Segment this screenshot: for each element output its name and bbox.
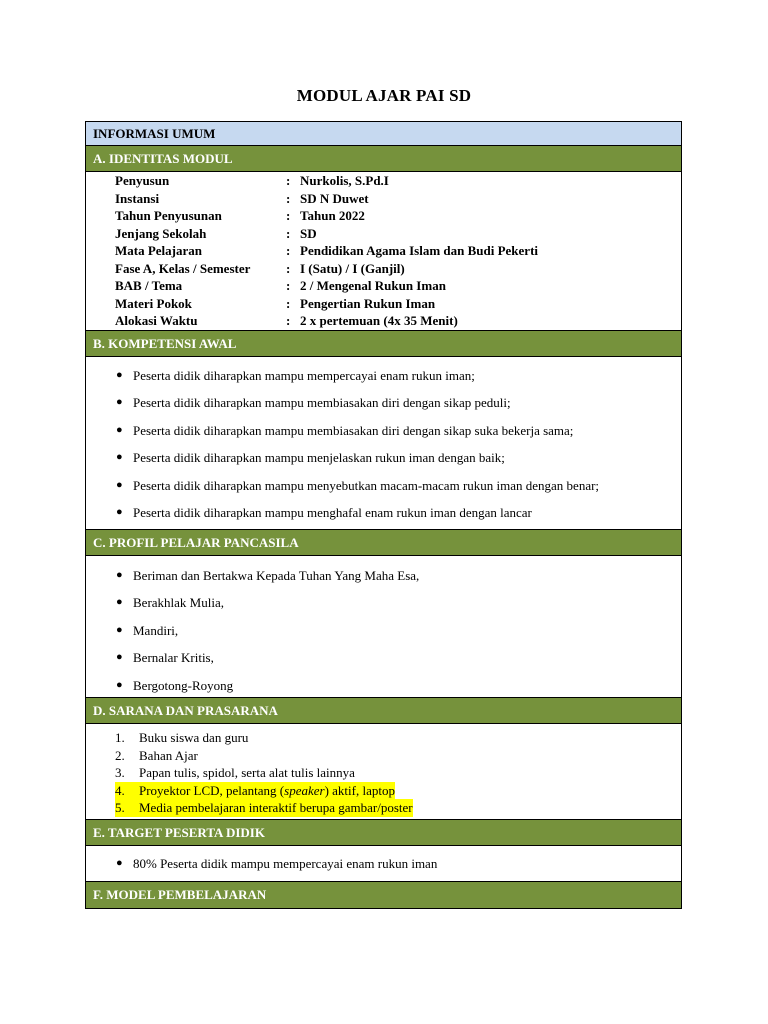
list-item-text: Peserta didik diharapkan mampu menjelaskan rukun iman dengan baik; xyxy=(133,450,505,466)
identity-row xyxy=(86,207,681,225)
list-item xyxy=(86,444,681,471)
section-header-informasi-umum: INFORMASI UMUM xyxy=(86,122,681,146)
identity-row xyxy=(86,242,681,260)
identity-colon: : xyxy=(286,295,291,311)
identity-key: Tahun Penyusunan xyxy=(115,208,222,223)
identity-colon: : xyxy=(286,173,291,188)
identity-key: Mata Pelajaran xyxy=(115,243,203,258)
identity-section xyxy=(86,172,681,331)
list-item xyxy=(86,417,681,444)
bullet-icon: ● xyxy=(116,396,123,409)
list-item-text: 80% Peserta didik mampu mempercayai enam rukun iman xyxy=(133,856,438,871)
identity-row xyxy=(86,225,681,243)
list-item xyxy=(86,672,681,699)
list-item xyxy=(86,589,681,616)
list-item-text: Papan tulis, spidol, serta alat tulis lainnya xyxy=(139,765,355,780)
identity-row xyxy=(86,260,681,278)
text-part: Proyektor LCD, pelantang ( xyxy=(139,782,285,798)
list-item-text: Media pembelajaran interaktif berupa gambar/poster xyxy=(139,800,413,815)
list-item-text: Beriman dan Bertakwa Kepada Tuhan Yang Maha Esa, xyxy=(133,568,420,583)
list-item xyxy=(86,747,681,765)
identity-colon: : xyxy=(286,208,291,223)
identity-key: Instansi xyxy=(115,190,160,206)
identity-colon: : xyxy=(286,278,291,293)
list-item xyxy=(86,617,681,644)
bullet-icon: ● xyxy=(116,505,123,518)
bullet-icon: ● xyxy=(116,478,123,491)
list-item xyxy=(86,729,681,747)
target-list xyxy=(86,850,681,877)
identity-value: Pengertian Rukun Iman xyxy=(300,295,436,311)
identity-row xyxy=(86,190,681,208)
section-header-sarana-prasarana: D. SARANA DAN PRASARANA xyxy=(86,698,681,724)
list-item-text: Peserta didik diharapkan mampu membiasakan diri dengan sikap suka bekerja sama; xyxy=(133,422,574,438)
list-number: 1. xyxy=(115,730,125,745)
bullet-icon: ● xyxy=(116,569,123,581)
identity-key: Alokasi Waktu xyxy=(115,313,198,328)
identity-colon: : xyxy=(286,225,291,241)
identity-value: 2 / Mengenal Rukun Iman xyxy=(300,278,446,293)
section-header-profil-pelajar-pancasila: C. PROFIL PELAJAR PANCASILA xyxy=(86,530,681,556)
section-header-identitas-modul: A. IDENTITAS MODUL xyxy=(86,146,681,172)
list-item-text xyxy=(139,782,395,800)
profil-pelajar-section xyxy=(86,556,681,698)
identity-colon: : xyxy=(286,313,291,328)
sarana-list xyxy=(86,726,681,819)
list-item-text: Berakhlak Mulia, xyxy=(133,595,224,611)
identity-row xyxy=(86,172,681,190)
list-item-text: Bahan Ajar xyxy=(139,747,198,763)
bullet-icon: ● xyxy=(116,651,123,664)
list-item-text: Peserta didik diharapkan mampu membiasakan diri dengan sikap peduli; xyxy=(133,395,511,411)
list-item xyxy=(86,499,681,526)
list-item-text: Peserta didik diharapkan mampu mempercayai enam rukun iman; xyxy=(133,368,475,383)
identity-colon: : xyxy=(286,190,291,206)
identity-row xyxy=(86,277,681,295)
identity-row xyxy=(86,312,681,330)
list-item-text: Bernalar Kritis, xyxy=(133,650,214,666)
list-item xyxy=(86,850,681,877)
identity-key: Fase A, Kelas / Semester xyxy=(115,260,251,276)
document-title: MODUL AJAR PAI SD xyxy=(296,86,472,105)
text-italic: speaker xyxy=(284,782,325,798)
section-header-kompetensi-awal: B. KOMPETENSI AWAL xyxy=(86,331,681,357)
section-header-model-pembelajaran: F. MODEL PEMBELAJARAN xyxy=(86,882,681,908)
module-table xyxy=(85,121,682,909)
bullet-icon: ● xyxy=(116,623,123,636)
bullet-icon: ● xyxy=(116,423,123,436)
list-item-highlighted xyxy=(86,782,681,800)
sarana-section xyxy=(86,724,681,820)
list-number: 2. xyxy=(115,747,125,763)
kompetensi-awal-list xyxy=(86,362,681,526)
identity-value: SD N Duwet xyxy=(300,190,369,206)
identity-key: BAB / Tema xyxy=(115,278,183,293)
identity-value: Nurkolis, S.Pd.I xyxy=(300,173,389,188)
list-item-text: Peserta didik diharapkan mampu menyebutkan macam-macam rukun iman dengan benar; xyxy=(133,477,600,493)
identity-key: Materi Pokok xyxy=(115,295,192,311)
list-number: 4. xyxy=(115,782,139,800)
list-item xyxy=(86,764,681,782)
section-header-target-peserta-didik: E. TARGET PESERTA DIDIK xyxy=(86,820,681,846)
list-item xyxy=(86,389,681,416)
list-item-text: Peserta didik diharapkan mampu menghafal enam rukun iman dengan lancar xyxy=(133,504,532,520)
identity-value: I (Satu) / I (Ganjil) xyxy=(300,260,405,276)
bullet-icon: ● xyxy=(116,451,123,464)
list-item-highlighted xyxy=(86,799,681,817)
identity-value: Tahun 2022 xyxy=(300,208,365,223)
list-item-text: Buku siswa dan guru xyxy=(139,730,249,745)
list-item xyxy=(86,362,681,389)
bullet-icon: ● xyxy=(116,369,123,381)
bullet-icon: ● xyxy=(116,857,123,869)
bullet-icon: ● xyxy=(116,678,123,691)
list-item xyxy=(86,472,681,499)
target-section xyxy=(86,846,681,882)
identity-row xyxy=(86,295,681,313)
identity-key: Penyusun xyxy=(115,173,170,188)
list-item xyxy=(86,562,681,589)
list-number: 5. xyxy=(115,799,139,817)
list-number: 3. xyxy=(115,765,125,780)
identity-colon: : xyxy=(286,243,291,258)
identity-key: Jenjang Sekolah xyxy=(115,225,207,241)
list-item xyxy=(86,644,681,671)
text-part: ) aktif, laptop xyxy=(324,782,395,798)
identity-value: Pendidikan Agama Islam dan Budi Pekerti xyxy=(300,243,539,258)
identity-value: 2 x pertemuan (4x 35 Menit) xyxy=(300,313,458,328)
kompetensi-awal-section xyxy=(86,357,681,530)
list-item-text: Bergotong-Royong xyxy=(133,677,234,693)
list-item-text: Mandiri, xyxy=(133,622,179,638)
identity-colon: : xyxy=(286,260,291,276)
identity-value: SD xyxy=(300,225,317,241)
bullet-icon: ● xyxy=(116,596,123,609)
profil-pelajar-list xyxy=(86,562,681,699)
